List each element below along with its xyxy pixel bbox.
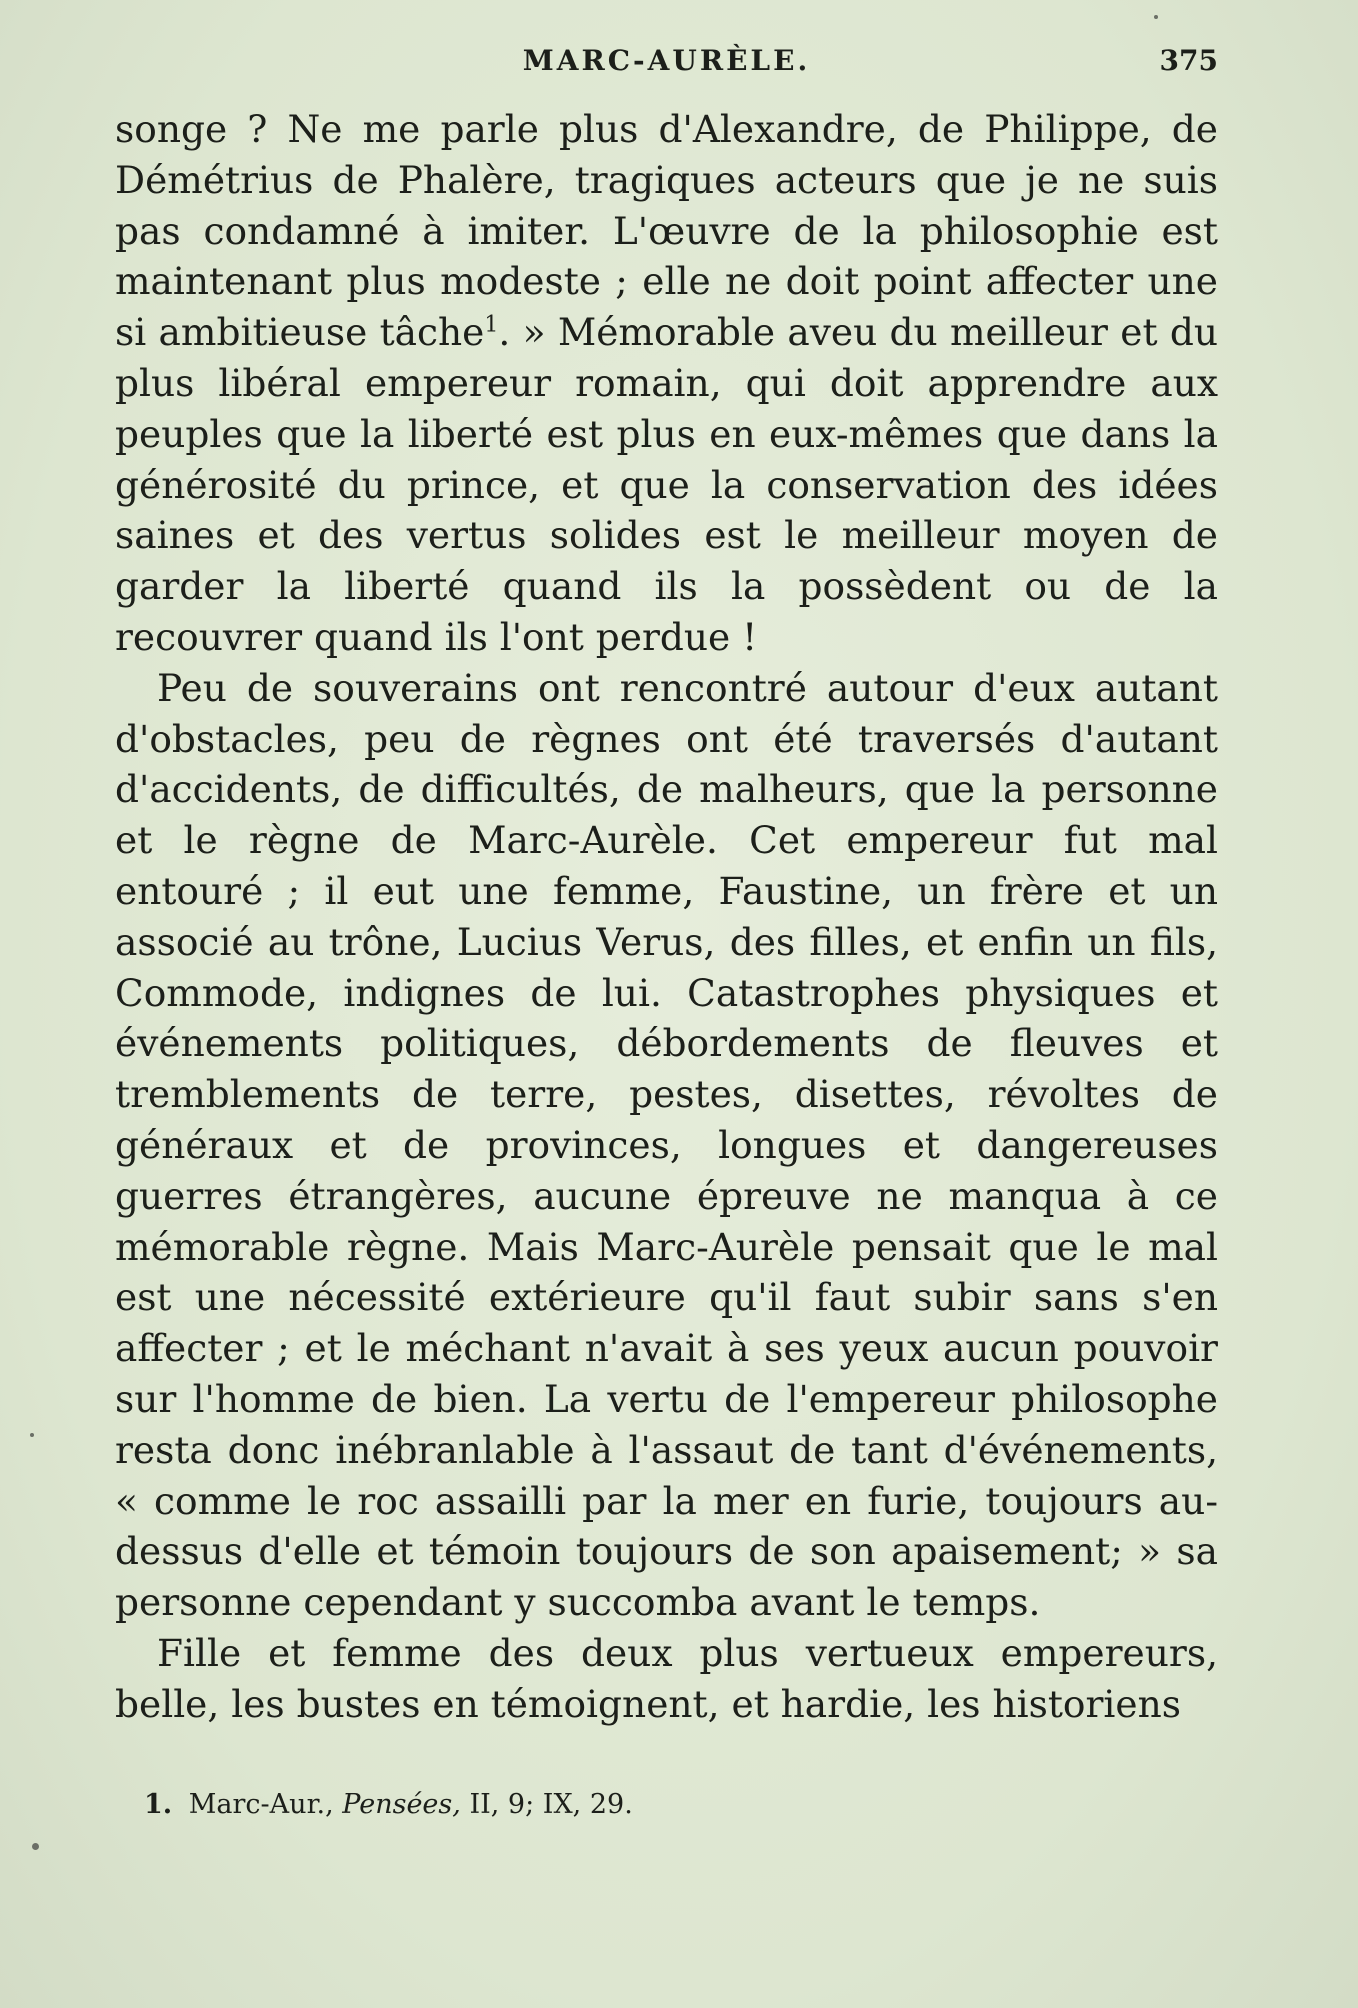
paper-speck [1154,15,1158,19]
paragraph-text: songe ? Ne me parle plus d'Alexandre, de Philippe, de Démétrius de Phalère, tragiques acteurs que je ne suis pas condamné à imiter. L'œuvre de la philosophie est maintenant plus modeste ; elle ne doit point affecter une si ambitieuse tâche [115,107,1218,355]
footnote-author: Marc-Aur., [188,1789,334,1820]
footnote-work: Pensées, [342,1789,461,1820]
running-title: MARC-AURÈLE. [522,44,811,77]
footnote [144,1787,1218,1823]
paragraph: Peu de souverains ont rencontré autour d'eux autant d'obstacles, peu de règnes ont été traversés d'autant d'accidents, de difficultés, de malheurs, que la personne et le règne de Marc-Aurèle. Cet empereur fut mal entouré ; il eut une femme, Faustine, un frère et un associé au trône, Lucius Verus, des filles, et enfin un fils, Commode, indignes de lui. Catastrophes physiques et événements politiques, débordements de fleuves et tremblements de terre, pestes, disettes, révoltes de généraux et de provinces, longues et dangereuses guerres étrangères, aucune épreuve ne manqua à ce mémorable règne. Mais Marc-Aurèle pensait que le mal est une nécessité extérieure qu'il faut subir sans s'en affecter ; et le méchant n'avait à ses yeux aucun pouvoir sur l'homme de bien. La vertu de l'empereur philosophe resta donc inébranlable à l'assaut de tant d'événements, « comme le roc assailli par la mer en furie, toujours au-dessus d'elle et témoin toujours de son apaisement; » sa personne cependant y succomba avant le temps. [115,665,1218,1625]
page-number: 375 [1159,44,1218,77]
paragraph-continuation [115,104,1218,663]
paper-speck [32,1843,39,1850]
footnote-reference: 1 [484,312,499,338]
running-head [115,44,1218,84]
paper-speck [30,1433,34,1437]
footnote-reference-text: II, 9; IX, 29. [469,1789,633,1820]
paragraph-text: . » Mémorable aveu du meilleur et du plus libéral empereur romain, qui doit apprendre aux peuples que la liberté est plus en eux-mêmes que dans la générosité du prince, et que la conservation des idées saines et des vertus solides est le meilleur moyen de garder la liberté quand ils la possèdent ou de la recouvrer quand ils l'ont perdue ! [115,310,1218,659]
paragraph: Fille et femme des deux plus vertueux empereurs, belle, les bustes en témoignent, et hardie, les historiens [115,1630,1218,1726]
footnote-number: 1. [144,1789,173,1820]
body-text [115,104,1218,1730]
